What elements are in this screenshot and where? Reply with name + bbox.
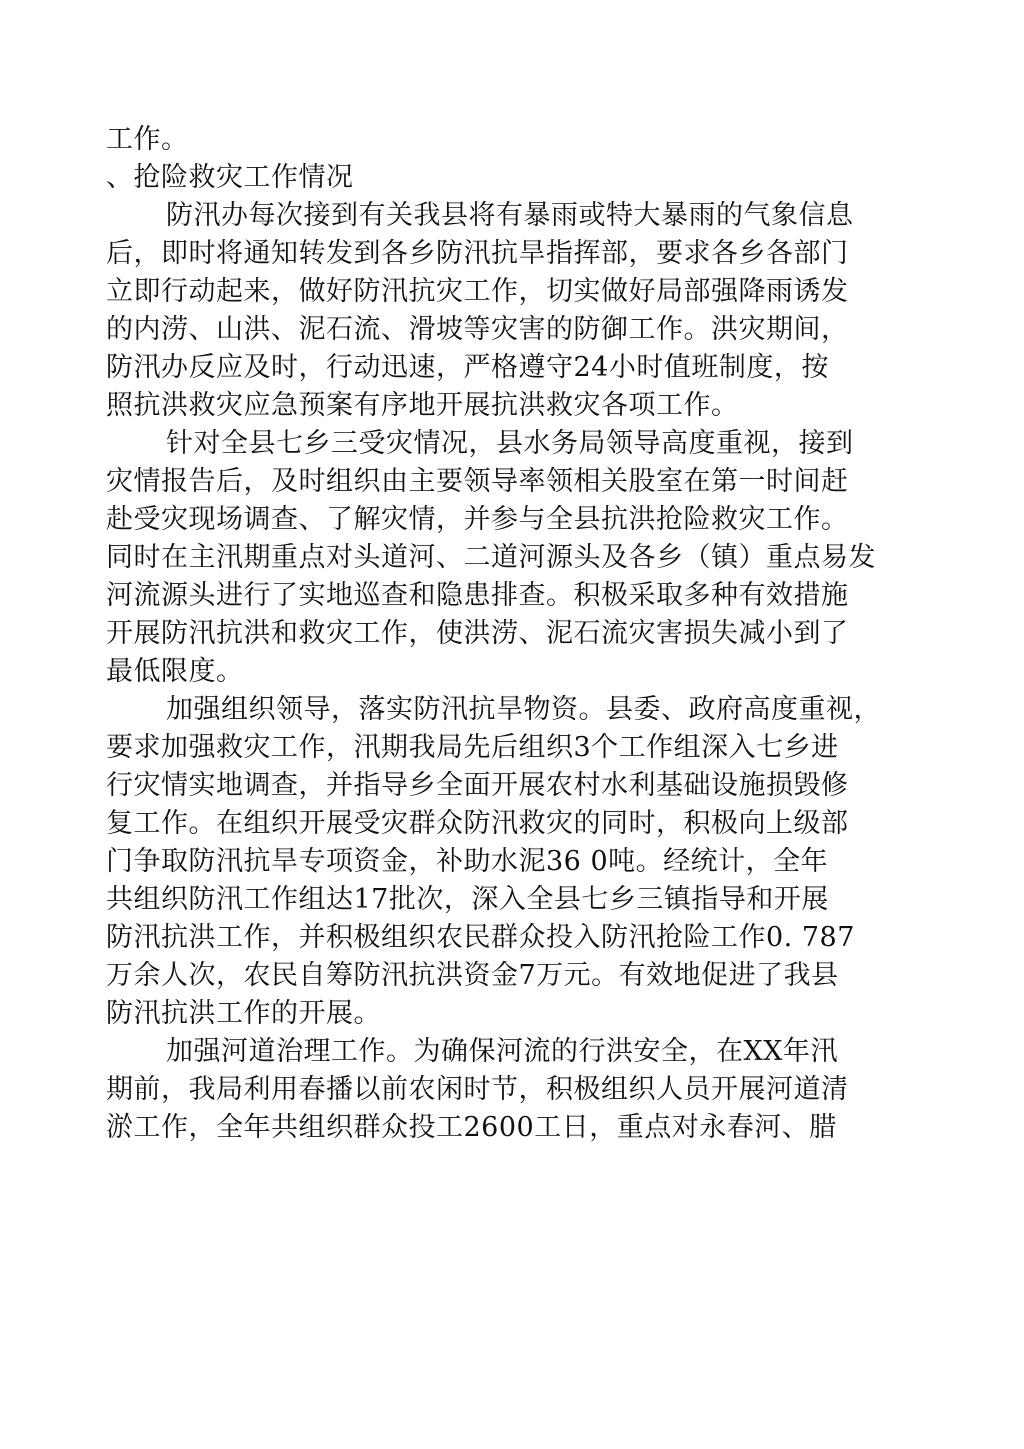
text-line: 防汛抗洪工作的开展。	[106, 998, 381, 1029]
text-line: 立即行动起来，做好防汛抗灾工作，切实做好局部强降雨诱发	[106, 276, 849, 307]
text-line: 后，即时将通知转发到各乡防汛抗旱指挥部，要求各乡各部门	[106, 238, 849, 269]
text-line: 工作。	[106, 124, 189, 155]
text-line: 万余人次，农民自筹防汛抗洪资金7万元。有效地促进了我县	[106, 960, 839, 991]
text-line: 防汛抗洪工作，并积极组织农民群众投入防汛抢险工作0. 787	[106, 922, 855, 953]
text-line: 的内涝、山洪、泥石流、滑坡等灾害的防御工作。洪灾期间，	[106, 314, 849, 345]
text-line: 照抗洪救灾应急预案有序地开展抗洪救灾各项工作。	[106, 390, 739, 421]
text-line: 行灾情实地调查，并指导乡全面开展农村水利基础设施损毁修	[106, 770, 849, 801]
text-line: 最低限度。	[106, 656, 244, 687]
text-line: 赴受灾现场调查、了解灾情，并参与全县抗洪抢险救灾工作。	[106, 504, 849, 535]
text-line: 期前，我局利用春播以前农闲时节，积极组织人员开展河道清	[106, 1074, 849, 1105]
text-line: 要求加强救灾工作，汛期我局先后组织3个工作组深入七乡进	[106, 732, 839, 763]
text-line: 开展防汛抗洪和救灾工作，使洪涝、泥石流灾害损失减小到了	[106, 618, 849, 649]
text-line: 复工作。在组织开展受灾群众防汛救灾的同时，积极向上级部	[106, 808, 849, 839]
text-line: 防汛办每次接到有关我县将有暴雨或特大暴雨的气象信息	[166, 200, 854, 231]
document-body	[106, 121, 936, 1147]
text-line: 灾情报告后，及时组织由主要领导率领相关股室在第一时间赶	[106, 466, 849, 497]
text-line: 同时在主汛期重点对头道河、二道河源头及各乡（镇）重点易发	[106, 542, 876, 573]
section-heading: 、抢险救灾工作情况	[106, 162, 354, 193]
text-line: 河流源头进行了实地巡查和隐患排查。积极采取多种有效措施	[106, 580, 849, 611]
text-line: 门争取防汛抗旱专项资金，补助水泥36 0吨。经统计，全年	[106, 846, 829, 877]
text-line: 加强组织领导，落实防汛抗旱物资。县委、政府高度重视，	[166, 694, 881, 725]
text-line: 防汛办反应及时，行动迅速，严格遵守24小时值班制度，按	[106, 352, 829, 383]
text-line: 淤工作，全年共组织群众投工2600工日，重点对永春河、腊	[106, 1112, 837, 1143]
text-line: 针对全县七乡三受灾情况，县水务局领导高度重视，接到	[166, 428, 854, 459]
text-line: 加强河道治理工作。为确保河流的行洪安全，在XX年汛	[166, 1036, 838, 1067]
text-line: 共组织防汛工作组达17批次，深入全县七乡三镇指导和开展	[106, 884, 829, 915]
